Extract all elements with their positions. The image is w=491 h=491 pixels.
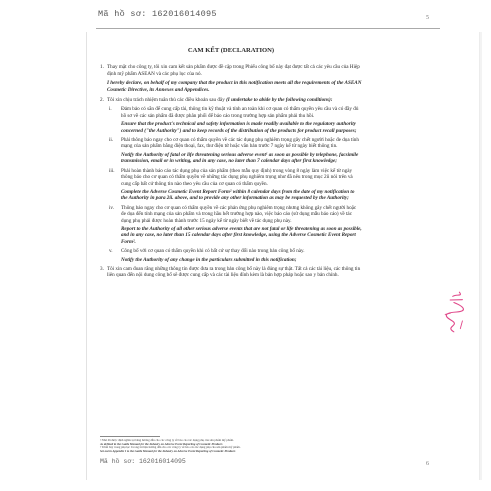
condition-number: iii. <box>109 167 115 174</box>
condition-number: v. <box>109 248 113 255</box>
section-3-text-vi: Tôi xin cam đoan rằng những thông tin được đưa ra trong bản công bố này là đúng sự thật. Tất cả các tài liệu, các thông tin liên quan đến nội dung công bố sẽ được cung cấp và các tài liệu đính kèm là bản hợp pháp hoặc sao y bản chính. <box>107 265 361 279</box>
footnote-2-vi: ² Trình bày trong phụ lục I trong tài liệu hướng dẫn cho các công ty về báo cáo tác dụng phụ của sản phẩm mỹ phẩm. <box>100 445 241 450</box>
condition-iii <box>109 168 362 187</box>
page-footer-code: Mã hồ sơ: 162016014095 <box>100 458 186 465</box>
document-title: CAM KẾT (DECLARATION) <box>187 47 275 54</box>
condition-number: i. <box>109 106 112 113</box>
condition-text-en: Ensure that the product's technical and safety information is made readily available to the regulatory authority concerned ("the Authority") and to keep records of the distribution of the products for product recall purposes; <box>121 121 357 134</box>
header-rule <box>96 28 440 29</box>
condition-text-en: Notify the Authority of any change in the particulars submitted in this notification; <box>121 256 297 263</box>
condition-text-vi: Phải hoàn thành báo cáo tác dụng phụ của sản phẩm (theo mẫu quy định) trong vòng 8 ngày làm việc kể từ ngày thông báo cho cơ quan có thẩm quyền về những tác dụng phụ nghiêm trọng như đã nêu trong mục 2ii nói trên và cung cấp bất cứ thông tin nào theo yêu cầu của cơ quan có thẩm quyền. <box>121 167 353 187</box>
condition-i <box>109 106 362 119</box>
condition-text-en: Report to the Authority of all other serious adverse events that are not fatal or life threatening as soon as possible, and in any case, no later than 15 calendar days after first knowledge, using the Adverse Cosmetic Event Report Form². <box>121 225 362 245</box>
section-3-number: 3. <box>100 265 104 272</box>
document-body <box>100 48 362 282</box>
condition-v <box>109 248 362 254</box>
page-header-number: 5 <box>426 15 429 21</box>
condition-number: ii. <box>109 137 114 144</box>
condition-iv <box>109 205 362 224</box>
condition-text-vi: Phải thông báo ngay cho cơ quan có thẩm quyền về các tác dụng phụ nghiêm trọng gây chết người hoặc đe dọa tính mạng của sản phẩm bằng điện thoại, fax, thư điện tử hoặc văn bản trước 7 ngày kể từ ngày biết thông tin. <box>121 137 359 150</box>
section-2-text-vi: Tôi xin chịu trách nhiệm tuân thủ các điều khoản sau đây <box>107 97 225 104</box>
condition-text-vi: Công bố với cơ quan có thẩm quyền khi có bất cứ sự thay đổi nào trong bản công bố này. <box>121 248 305 255</box>
section-2-text-en: (I undertake to abide by the following conditions): <box>226 97 333 104</box>
section-1-text-vi: Thay mặt cho công ty, tôi xin cam kết sản phẩm được đề cập trong Phiếu công bố này đạt được tất cả các yêu cầu của Hiệp định mỹ phẩm ASEAN và các phụ lục của nó. <box>107 64 360 77</box>
footnotes <box>100 439 330 453</box>
section-1-number: 1. <box>100 64 104 71</box>
footnote-2-en: Set out in Appendix I to the Guide Manual for the Industry on Adverse Event Reporting of Cosmetic Products <box>100 448 236 453</box>
footnote-rule <box>100 436 160 437</box>
section-1-text-en: I hereby declare, on behalf of my company that the product in this notification meets all the requirements of the ASEAN Cosmetic Directive, its Annexes and Appendices. <box>107 80 362 93</box>
section-2 <box>100 97 362 103</box>
condition-text-en: Notify the Authority of fatal or life threatening serious adverse event¹ as soon as possible by telephone, facsimile transmission, email or in writing, and in any case, no later than 7 calendar days after first knowledge; <box>121 151 359 165</box>
condition-text-vi: Đảm bảo có sẵn để cung cấp tài, thông tin kỹ thuật và tính an toàn khi cơ quan có thẩm quyền yêu cầu và có đầy đủ hồ sơ về các sản phẩm đã được phân phối để báo cáo trong trường hợp sản phẩm phải thu hồi. <box>121 106 359 119</box>
page-footer-number: 6 <box>426 461 429 467</box>
page-header-code: Mã hồ sơ: 162016014095 <box>98 9 217 19</box>
condition-ii <box>109 137 362 150</box>
footnote-1-vi: ¹ Như đã được định nghĩa tại bảng hướng dẫn cho các công ty về báo cáo tác dụng phụ của sản phẩm mỹ phẩm. <box>100 438 234 442</box>
section-3 <box>100 266 362 279</box>
condition-number: iv. <box>109 204 114 211</box>
footnote-1-en: As defined in the Guide Manual for the Industry on Adverse Event Reporting of Cosmetic Products <box>100 441 223 446</box>
section-2-number: 2. <box>100 97 104 104</box>
condition-text-en: Complete the Adverse Cosmetic Event Report Form² within 8 calendar days from the date of my notification to the Authority in para 2ii. above, and to provide any other information as may be requested by the Authority; <box>121 188 355 202</box>
condition-text-vi: Thông báo ngay cho cơ quan có thẩm quyền về các phản ứng phụ nghiêm trọng nhưng không gây chết người hoặc đe dọa đến tính mạng của sản phẩm và trong hầu hết trường hợp nào, việc báo cáo (sử dụng mẫu báo cáo) về tác dụng phụ phải được hoàn thành trước 15 ngày kể từ ngày biết về tác dụng phụ này. <box>121 204 357 224</box>
signature-scribble-icon <box>440 288 470 335</box>
section-1 <box>100 64 362 77</box>
